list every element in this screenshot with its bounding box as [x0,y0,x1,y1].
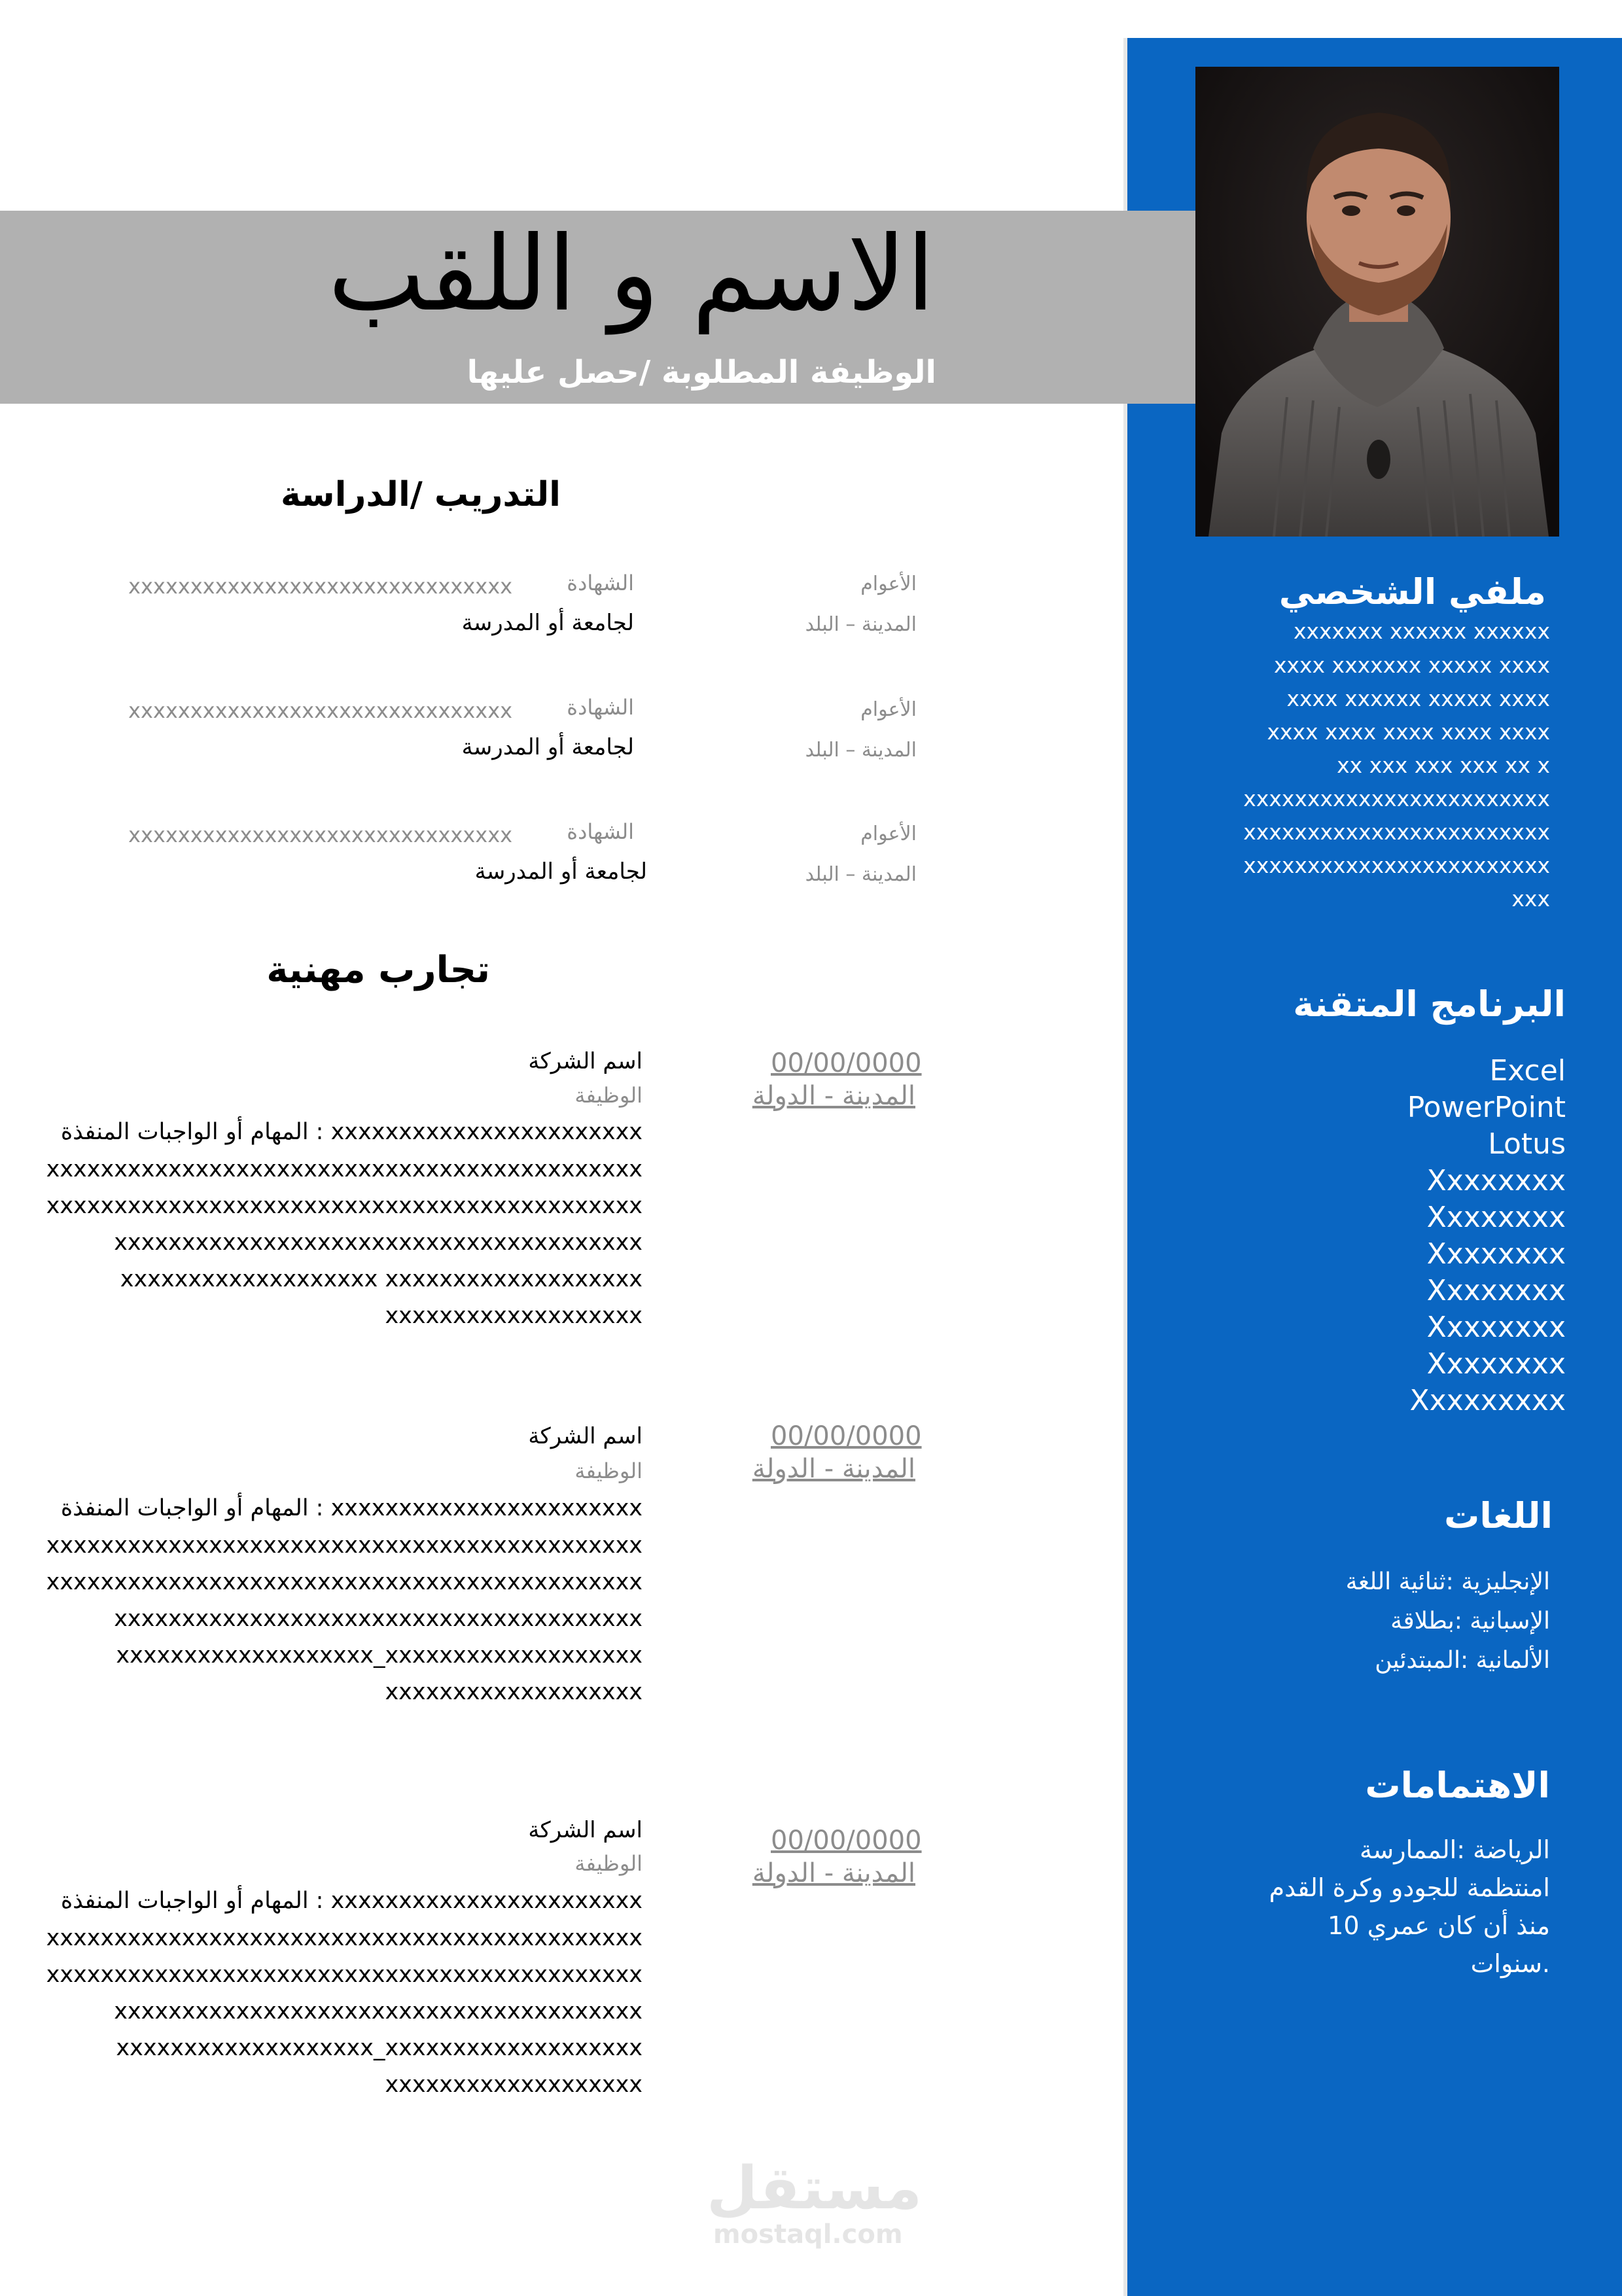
profile-line: xxxxxxxxxxxxxxxxxxxxxxxx [1243,786,1550,811]
candidate-name: الاسم و اللقب [328,214,935,334]
experience-task-line: xxxxxxxxxxxxxxxxxxx [385,1679,643,1705]
profile-line: xxxxxxx xxxxxx xxxxxx [1293,618,1550,644]
experience-company: اسم الشركة [528,1048,643,1074]
education-years: الأعوام [860,822,917,845]
education-city: المدينة – البلد [805,863,917,886]
experience-date: 00/00/0000 [771,1048,922,1078]
profile-line: xxxxxxxxxxxxxxxxxxxxxxxx [1243,853,1550,878]
experience-location: المدينة - الدولة [752,1081,915,1111]
profile-line: xx xxx xxx xxx xx x [1337,752,1550,778]
language-item: الألمانية :المبتدئين [1375,1647,1550,1674]
experience-date: 00/00/0000 [771,1826,922,1856]
education-school: لجامعة أو المدرسة [461,610,634,636]
experience-task-line: xxxxxxxxxxxxxxxxxxxxxxxxxxxxxxxxxxxxxxx [114,1229,643,1256]
experience-task-line: xxxxxxxxxxxxxxxxxxx xxxxxxxxxxxxxxxxxxx [120,1266,643,1292]
software-item: Xxxxxxxx [1426,1311,1566,1344]
experience-title: تجارب مهنية [266,949,490,991]
experience-task-line: xxxxxxxxxxxxxxxxxxx_xxxxxxxxxxxxxxxxxxx [116,2035,643,2061]
education-school: لجامعة أو المدرسة [461,734,634,760]
interests-line: .سنوات [1470,1949,1550,1978]
experience-task-line: xxxxxxxxxxxxxxxxxxxxxxxxxxxxxxxxxxxxxxxxxxxx [46,1569,643,1595]
experience-task-line: xxxxxxxxxxxxxxxxxxxxxxxxxxxxxxxxxxxxxxxxxxxx [46,1156,643,1182]
experience-task-line: xxxxxxxxxxxxxxxxxxxxxxxxxxxxxxxxxxxxxxx [114,1606,643,1632]
education-title: التدريب /الدراسة [280,475,561,514]
education-degree-label: الشهادة [567,695,634,720]
languages-title: اللغات [1444,1495,1553,1536]
experience-task-line: xxxxxxxxxxxxxxxxxxxxxxx : المهام أو الواجبات المنفذة [60,1119,643,1145]
education-city: المدينة – البلد [805,613,917,636]
software-item: Xxxxxxxx [1426,1164,1566,1197]
software-title: البرنامج المتقنة [1293,983,1566,1025]
experience-role: الوظيفة [574,1458,643,1483]
experience-company: اسم الشركة [528,1423,643,1449]
software-item: Xxxxxxxx [1426,1201,1566,1234]
profile-photo [1195,67,1559,537]
experience-task-line: xxxxxxxxxxxxxxxxxxxxxxx : المهام أو الواجبات المنفذة [60,1495,643,1521]
experience-date: 00/00/0000 [771,1421,922,1451]
education-city: المدينة – البلد [805,739,917,762]
profile-line: xxxx xxxxxxx xxxxx xxxx [1273,652,1550,678]
profile-line: xxxxxxxxxxxxxxxxxxxxxxxx [1243,819,1550,845]
education-degree-value: xxxxxxxxxxxxxxxxxxxxxxxxxxxxxxx [128,822,513,847]
education-degree-value: xxxxxxxxxxxxxxxxxxxxxxxxxxxxxxx [128,574,513,599]
job-title: الوظيفة المطلوبة /حصل عليها [467,354,936,391]
software-item: PowerPoint [1407,1091,1566,1124]
software-item: Excel [1489,1054,1566,1087]
profile-title: ملفي الشخصي [1278,571,1546,612]
profile-line: xxxx xxxxxx xxxxx xxxx [1286,686,1550,711]
education-degree-label: الشهادة [567,571,634,595]
watermark-logo: مستقل [707,2154,923,2223]
profile-line: xxxx xxxx xxxx xxxx xxxx [1267,719,1550,745]
education-school: لجامعة أو المدرسة [474,858,647,885]
experience-task-line: xxxxxxxxxxxxxxxxxxxxxxxxxxxxxxxxxxxxxxx [114,1998,643,2024]
software-item: Xxxxxxxxx [1409,1384,1566,1417]
experience-role: الوظيفة [574,1851,643,1876]
education-degree-value: xxxxxxxxxxxxxxxxxxxxxxxxxxxxxxx [128,698,513,723]
experience-role: الوظيفة [574,1083,643,1108]
interests-line: منذ أن كان عمري 10 [1328,1911,1550,1940]
language-item: الإنجليزية :ثنائية اللغة [1345,1568,1550,1595]
experience-location: المدينة - الدولة [752,1454,915,1484]
experience-task-line: xxxxxxxxxxxxxxxxxxxxxxxxxxxxxxxxxxxxxxxxxxxx [46,1532,643,1559]
interests-title: الاهتمامات [1365,1765,1550,1806]
education-years: الأعوام [860,698,917,721]
experience-task-line: xxxxxxxxxxxxxxxxxxxxxxxxxxxxxxxxxxxxxxxxxxxx [46,1962,643,1988]
experience-task-line: xxxxxxxxxxxxxxxxxxx [385,2072,643,2098]
experience-task-line: xxxxxxxxxxxxxxxxxxx_xxxxxxxxxxxxxxxxxxx [116,1642,643,1669]
experience-task-line: xxxxxxxxxxxxxxxxxxx [385,1303,643,1329]
portrait-image [1195,67,1559,537]
software-item: Lotus [1488,1127,1566,1161]
software-item: Xxxxxxxx [1426,1274,1566,1307]
experience-location: المدينة - الدولة [752,1858,915,1888]
interests-line: امنتظمة للجودو وكرة القدم [1269,1873,1550,1902]
experience-task-line: xxxxxxxxxxxxxxxxxxxxxxx : المهام أو الواجبات المنفذة [60,1888,643,1914]
experience-task-line: xxxxxxxxxxxxxxxxxxxxxxxxxxxxxxxxxxxxxxxxxxxx [46,1925,643,1951]
experience-company: اسم الشركة [528,1817,643,1843]
interests-line: الرياضة :الممارسة [1360,1835,1550,1864]
experience-task-line: xxxxxxxxxxxxxxxxxxxxxxxxxxxxxxxxxxxxxxxxxxxx [46,1193,643,1219]
software-item: Xxxxxxxx [1426,1347,1566,1381]
education-degree-label: الشهادة [567,819,634,844]
watermark-url: mostaql.com [713,2219,903,2250]
language-item: الإسبانية :بطلاقة [1390,1608,1550,1634]
education-years: الأعوام [860,573,917,595]
profile-line: xxx [1511,886,1550,911]
software-item: Xxxxxxxx [1426,1237,1566,1271]
